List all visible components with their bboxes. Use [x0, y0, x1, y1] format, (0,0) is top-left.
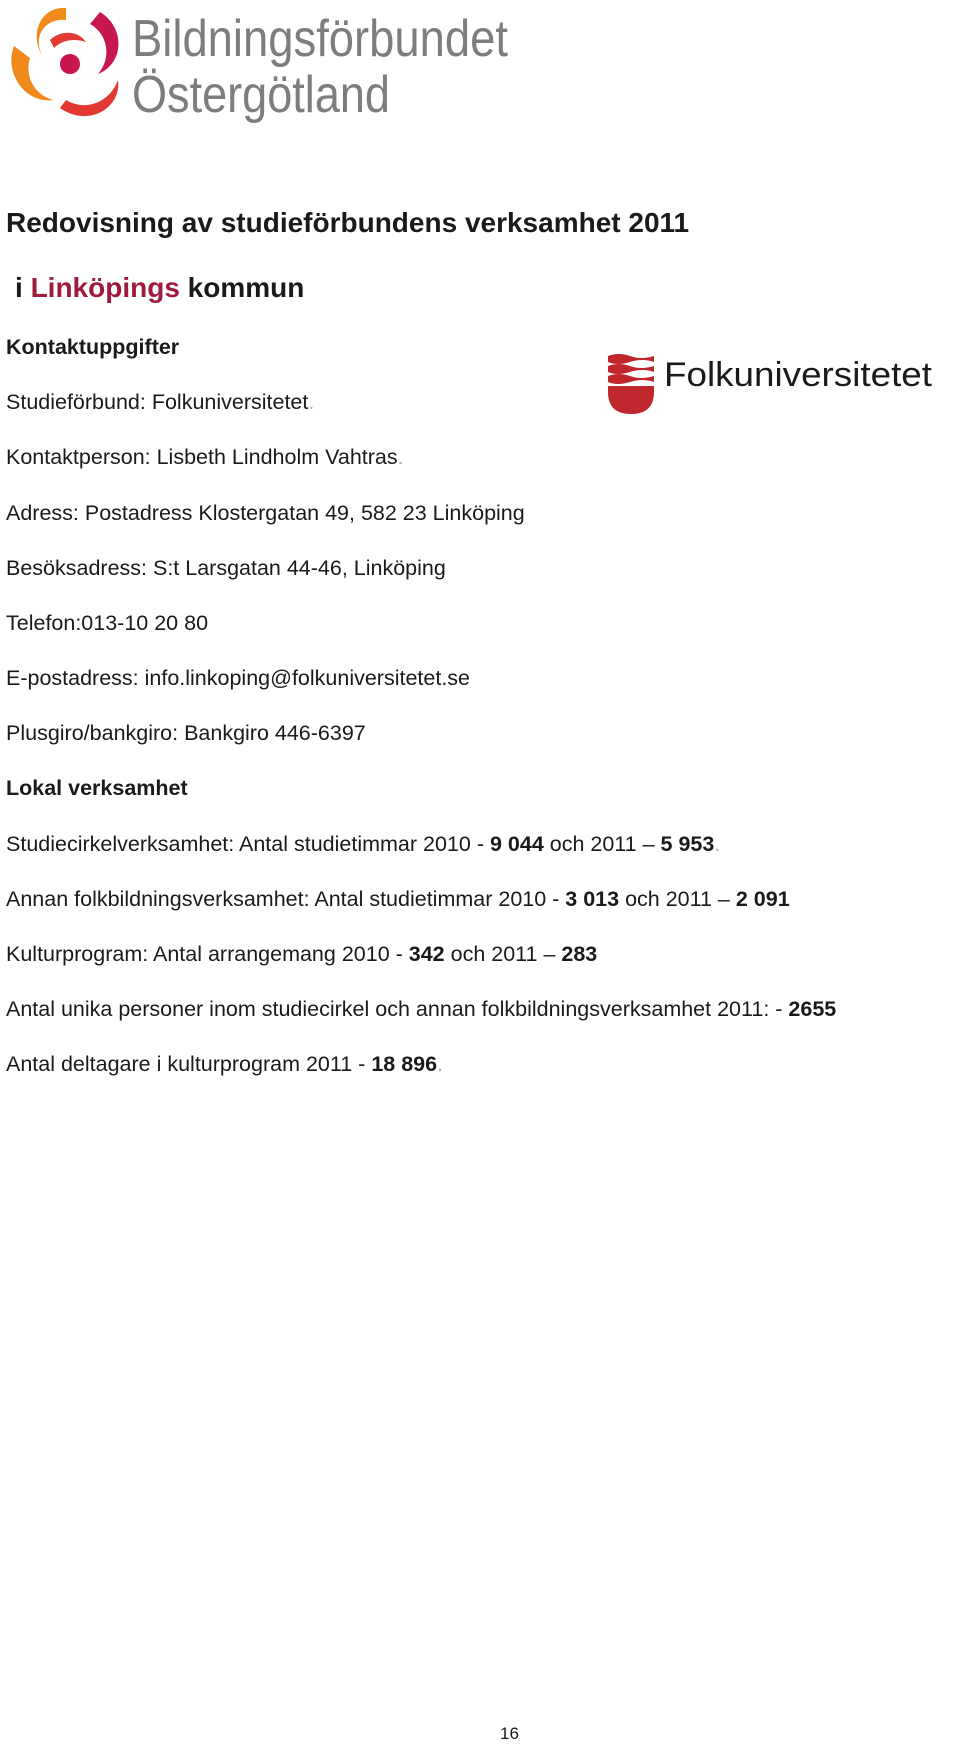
studiecirkel-mid: och 2011 – — [543, 832, 661, 856]
studiecirkel-dot: . — [714, 832, 721, 856]
kultur-prefix: Kulturprogram: Antal arrangemang 2010 - — [6, 942, 409, 966]
subtitle-prefix: i — [15, 272, 31, 303]
municipality-name: Linköpings — [30, 272, 180, 303]
kultur-2011-value: 283 — [561, 942, 598, 966]
annan-2011-value: 2 091 — [735, 887, 790, 911]
page-subtitle — [15, 272, 304, 304]
activity-heading: Lokal verksamhet — [6, 776, 188, 800]
unika-value: 2655 — [788, 997, 837, 1021]
folkuniversitetet-logo — [606, 352, 936, 418]
bildningsforbundet-logo — [0, 0, 530, 125]
studiecirkel-line — [6, 831, 720, 857]
deltagare-prefix: Antal deltagare i kulturprogram 2011 - — [6, 1052, 372, 1076]
kontaktperson-text: Kontaktperson: Lisbeth Lindholm Vahtras — [6, 445, 398, 469]
telefon-line: Telefon:013-10 20 80 — [6, 611, 209, 635]
epost-line: E-postadress: info.linkoping@folkuniversitetet.se — [6, 666, 471, 690]
kultur-mid: och 2011 – — [444, 942, 562, 966]
subtitle-suffix: kommun — [179, 272, 305, 303]
studieforbund-text: Studieförbund: Folkuniversitetet — [6, 390, 309, 414]
page-title: Redovisning av studieförbundens verksamhet 2011 — [6, 207, 690, 238]
page-number: 16 — [500, 1724, 519, 1743]
annan-2010-value: 3 013 — [565, 887, 620, 911]
logo-text-line2: Östergötland — [132, 66, 390, 124]
kultur-2010-value: 342 — [408, 942, 445, 966]
contact-heading: Kontaktuppgifter — [6, 335, 180, 359]
adress-line: Adress: Postadress Klostergatan 49, 582 23 Linköping — [6, 501, 525, 525]
plusgiro-line: Plusgiro/bankgiro: Bankgiro 446-6397 — [6, 721, 366, 745]
folkuniversitetet-logo-text: Folkuniversitetet — [664, 356, 933, 394]
deltagare-line — [6, 1051, 443, 1077]
annan-line — [6, 886, 790, 912]
studiecirkel-2011-value: 5 953 — [660, 832, 715, 856]
studieforbund-dot: . — [308, 390, 315, 414]
kontaktperson-dot: . — [397, 445, 404, 469]
unika-line — [6, 996, 836, 1022]
studieforbund-line — [6, 389, 314, 415]
logo-mark-icon — [11, 8, 118, 116]
folkuniversitetet-mark-icon — [608, 354, 654, 414]
logo-text-line1: Bildningsförbundet — [132, 10, 509, 68]
unika-prefix: Antal unika personer inom studiecirkel och annan folkbildningsverksamhet 2011: - — [6, 997, 789, 1021]
deltagare-dot: . — [437, 1052, 444, 1076]
annan-prefix: Annan folkbildningsverksamhet: Antal studietimmar 2010 - — [6, 887, 566, 911]
studiecirkel-prefix: Studiecirkelverksamhet: Antal studietimmar 2010 - — [6, 832, 490, 856]
deltagare-value: 18 896 — [371, 1052, 438, 1076]
annan-mid: och 2011 – — [619, 887, 736, 911]
kultur-line — [6, 941, 597, 967]
kontaktperson-line — [6, 444, 404, 470]
besoksadress-line: Besöksadress: S:t Larsgatan 44-46, Linköping — [6, 556, 446, 580]
studiecirkel-2010-value: 9 044 — [489, 832, 544, 856]
